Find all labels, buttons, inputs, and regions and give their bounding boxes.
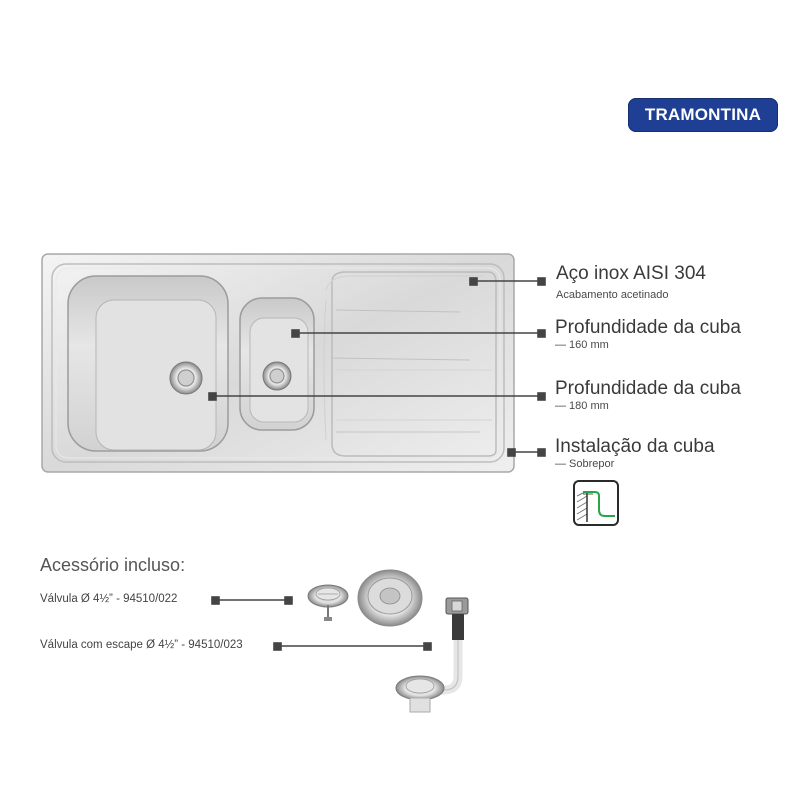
spec-depth-160-title: Profundidade da cuba xyxy=(555,317,741,338)
leader-marker-install xyxy=(508,449,515,456)
spec-depth-180-subtitle: — 180 mm xyxy=(555,400,609,412)
spec-install-title: Instalação da cuba xyxy=(555,436,715,457)
spec-depth-180-title: Profundidade da cuba xyxy=(555,378,741,399)
small-bowl xyxy=(240,298,314,430)
spec-depth-160 xyxy=(555,317,741,351)
sink-body xyxy=(42,254,514,472)
accessories-title: Acessório incluso: xyxy=(40,555,186,575)
spec-install xyxy=(555,436,715,470)
accessory-valve-023-label: Válvula com escape Ø 4½” - 94510/023 xyxy=(40,639,243,651)
spec-material-subtitle: Acabamento acetinado xyxy=(556,289,669,301)
spec-depth-180 xyxy=(555,378,741,412)
brand-name: TRAMONTINA xyxy=(644,105,762,124)
large-bowl xyxy=(68,276,228,451)
leader-marker-depth-180 xyxy=(209,393,216,400)
valve-022-image xyxy=(308,570,422,626)
brand-logo xyxy=(628,98,778,132)
spec-material-title: Aço inox AISI 304 xyxy=(556,263,706,284)
overmount-install-icon xyxy=(573,480,619,526)
spec-install-subtitle: — Sobrepor xyxy=(555,458,615,470)
leader-marker-material xyxy=(470,278,477,285)
leader-marker-depth-160 xyxy=(292,330,299,337)
leader-lines xyxy=(209,278,545,650)
accessory-valve-022-label: Válvula Ø 4½” - 94510/022 xyxy=(40,593,178,605)
spec-depth-160-subtitle: — 160 mm xyxy=(555,339,609,351)
small-bowl-drain xyxy=(263,362,291,390)
spec-material xyxy=(556,263,706,301)
drainboard xyxy=(324,272,496,456)
valve-023-image xyxy=(396,598,468,712)
large-bowl-drain xyxy=(170,362,202,394)
